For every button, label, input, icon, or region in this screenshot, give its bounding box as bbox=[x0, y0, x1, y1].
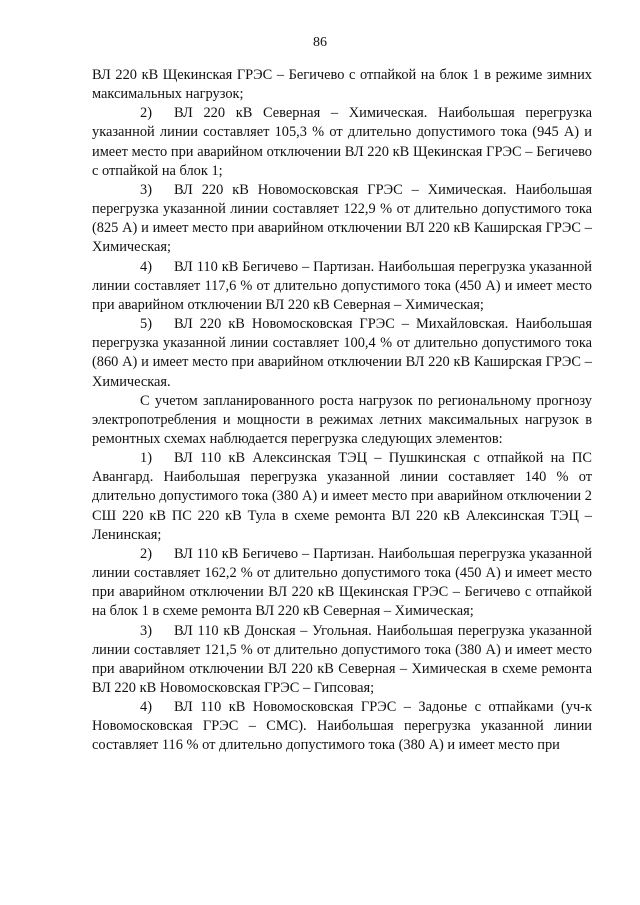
list-item-text: ВЛ 220 кВ Северная – Химическая. Наибольшая перегрузка указанной линии составляет 105,3 % от длительно допустимого тока (945 А) и имеет место при аварийном отключении ВЛ 220 кВ Щекинская ГРЭС – Бегичево с отпайкой на блок 1; bbox=[92, 105, 592, 179]
list-item bbox=[92, 698, 592, 755]
paragraph-text: С учетом запланированного роста нагрузок по региональному прогнозу электропотребления и мощности в режимах летних максимальных нагрузок в ремонтных схемах наблюдается перегрузка следующих элементов: bbox=[92, 392, 592, 447]
list-item-number: 1) bbox=[140, 450, 152, 467]
list-item bbox=[92, 622, 592, 699]
list-item-text: ВЛ 110 кВ Алексинская ТЭЦ – Пушкинская с отпайкой на ПС Авангард. Наибольшая перегрузка указанной линии составляет 140 % от длительно допустимого тока (380 А) и имеет место при аварийном отключении 2 СШ 220 кВ ПС 220 кВ Тула в схеме ремонта ВЛ 220 кВ Алексинская ТЭЦ – Ленинская; bbox=[92, 450, 592, 543]
page-number: 86 bbox=[313, 35, 327, 50]
list-item bbox=[92, 545, 592, 622]
list-item bbox=[92, 315, 592, 392]
document-body bbox=[92, 66, 592, 756]
list-item-number: 2) bbox=[140, 545, 152, 562]
list-item-number: 3) bbox=[140, 181, 152, 198]
list-item-number: 5) bbox=[140, 316, 152, 333]
list-item bbox=[92, 449, 592, 545]
list-item bbox=[92, 181, 592, 258]
list-item-text: ВЛ 110 кВ Бегичево – Партизан. Наибольшая перегрузка указанной линии составляет 162,2 % от длительно допустимого тока (450 А) и имеет место при аварийном отключении ВЛ 220 кВ Щекинская ГРЭС – Бегичево с отпайкой на блок 1 в схеме ремонта ВЛ 220 кВ Северная – Химическая; bbox=[92, 545, 592, 620]
list-item-text: ВЛ 110 кВ Донская – Угольная. Наибольшая перегрузка указанной линии составляет 121,5 % от длительно допустимого тока (380 А) и имеет место при аварийном отключении ВЛ 220 кВ Северная – Химическая в схеме ремонта ВЛ 220 кВ Новомосковская ГРЭС – Гипсовая; bbox=[92, 622, 592, 696]
list-item-text: ВЛ 110 кВ Бегичево – Партизан. Наибольшая перегрузка указанной линии составляет 117,6 % от длительно допустимого тока (450 А) и имеет место при аварийном отключении ВЛ 220 кВ Северная – Химическая; bbox=[92, 258, 592, 313]
list-item-text: ВЛ 220 кВ Новомосковская ГРЭС – Химическая. Наибольшая перегрузка указанной линии составляет 122,9 % от длительно допустимого тока (825 А) и имеет место при аварийном отключении ВЛ 220 кВ Каширская ГРЭС – Химическая; bbox=[92, 181, 592, 256]
paragraph-continuation bbox=[92, 66, 592, 104]
list-item-number: 2) bbox=[140, 105, 152, 122]
list-item bbox=[92, 258, 592, 315]
list-item-number: 4) bbox=[140, 258, 152, 275]
paragraph-intro bbox=[92, 392, 592, 449]
list-item-text: ВЛ 110 кВ Новомосковская ГРЭС – Задонье с отпайками (уч-к Новомосковская ГРЭС – СМС). Наибольшая перегрузка указанной линии составляет 116 % от длительно допустимого тока (380 А) и имеет место при bbox=[92, 699, 592, 754]
list-item-number: 4) bbox=[140, 699, 152, 716]
list-item-text: ВЛ 220 кВ Новомосковская ГРЭС – Михайловская. Наибольшая перегрузка указанной линии составляет 100,4 % от длительно допустимого тока (860 А) и имеет место при аварийном отключении ВЛ 220 кВ Каширская ГРЭС – Химическая. bbox=[92, 316, 592, 390]
list-item-number: 3) bbox=[140, 622, 152, 639]
paragraph-text: ВЛ 220 кВ Щекинская ГРЭС – Бегичево с отпайкой на блок 1 в режиме зимних максимальных нагрузок; bbox=[92, 67, 592, 103]
list-item bbox=[92, 104, 592, 181]
